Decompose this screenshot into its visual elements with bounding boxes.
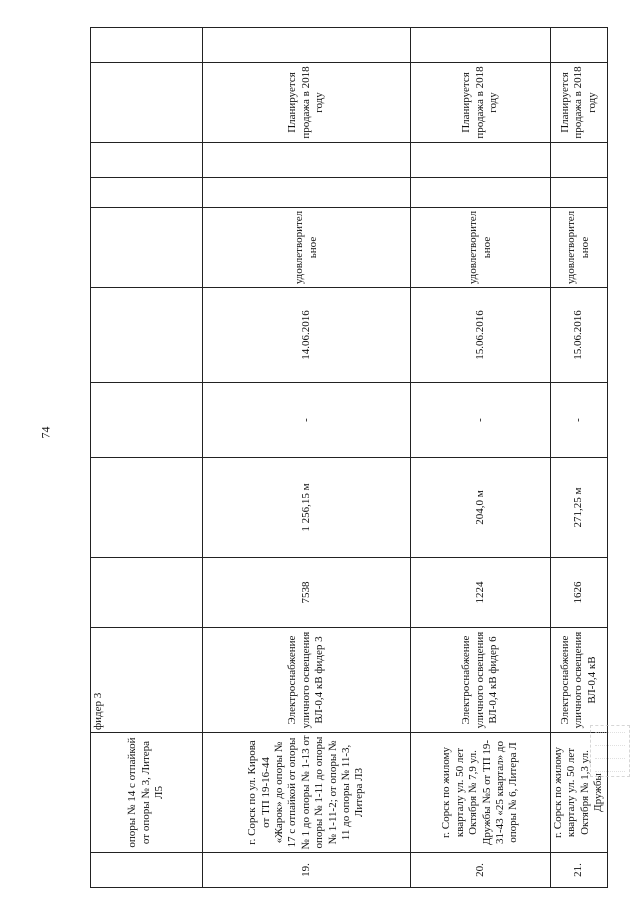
cell-length: 204,0 м [411, 458, 551, 558]
cell-date: 15.06.2016 [411, 288, 551, 383]
table-row [411, 28, 551, 888]
cell-num [91, 853, 203, 888]
cell-name: Электроснабжение уличного освещения ВЛ-0,4 кВ [551, 628, 608, 733]
cell-length: 1 256,15 м [203, 458, 411, 558]
cell-location: г. Сорск по жилому кварталу ул. 50 лет Октября № 7,9 ул. Дружбы №5 от ТП 19-31-43 «25 квартал» до опоры № 6, Литера Л [411, 733, 551, 853]
table-row-partial [91, 28, 203, 888]
rotated-table-wrapper [90, 28, 605, 888]
property-table [90, 27, 608, 888]
cell-name: Электроснабжение уличного освещения ВЛ-0,4 кВ фидер 3 [203, 628, 411, 733]
table-row [203, 28, 411, 888]
cell-cad-num: 1224 [411, 558, 551, 628]
cell-dash: - [203, 383, 411, 458]
cell-cad-num: 1626 [551, 558, 608, 628]
cell-location: г. Сорск по жилому кварталу ул. 50 лет Октября № 1,3 ул. Дружбы [551, 733, 608, 853]
cell-date: 14.06.2016 [203, 288, 411, 383]
page-number: 74 [38, 426, 53, 439]
cell-num: 21. [551, 853, 608, 888]
cell-location: г. Сорск по ул. Кирова от ТП 19-16-44 «Жарок» до опоры № 17 с отпайкой от опоры № 1 до опоры № 1-13 от опоры № 1-11 до опоры № 1-11-2; от опоры № 11 до опоры № 11-3, Литера Л3 [203, 733, 411, 853]
cell-dash: - [411, 383, 551, 458]
cell-dash: - [551, 383, 608, 458]
cell-length: 271,25 м [551, 458, 608, 558]
cell-cad-num: 7538 [203, 558, 411, 628]
cell-name: фидер 3 [91, 628, 203, 733]
cell-state: удовлетворительное [203, 208, 411, 288]
faint-stamp [590, 725, 630, 777]
cell-plan: Планируется продажа в 2018 году [551, 63, 608, 143]
cell-name: Электроснабжение уличного освещения ВЛ-0,4 кВ фидер 6 [411, 628, 551, 733]
cell-num: 19. [203, 853, 411, 888]
cell-date: 15.06.2016 [551, 288, 608, 383]
cell-num: 20. [411, 853, 551, 888]
cell-state: удовлетворительное [411, 208, 551, 288]
cell-state: удовлетворительное [551, 208, 608, 288]
cell-plan: Планируется продажа в 2018 году [203, 63, 411, 143]
cell-location: опоры № 14 с отпайкой от опоры № 3, Литера Л5 [91, 733, 203, 853]
cell-plan: Планируется продажа в 2018 году [411, 63, 551, 143]
